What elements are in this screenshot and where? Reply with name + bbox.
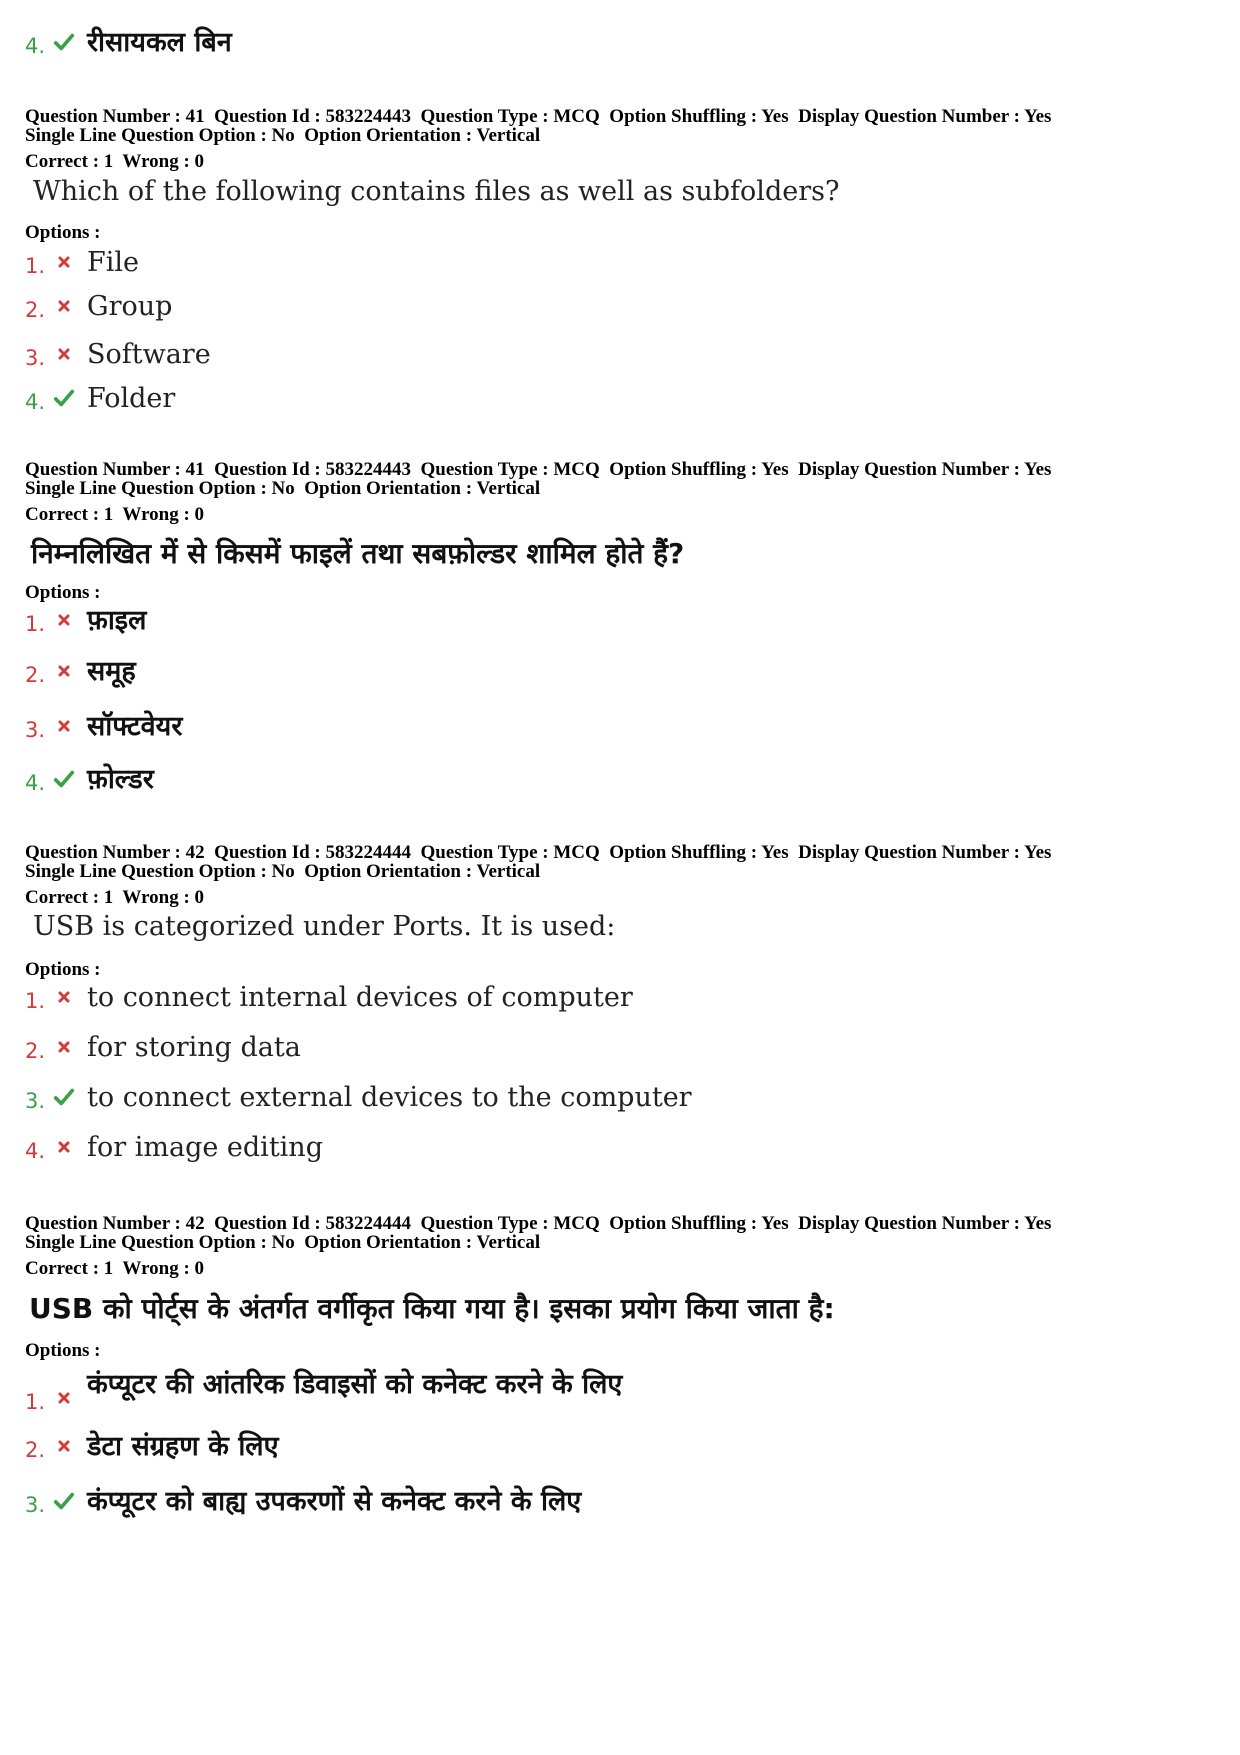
option-number: 4. bbox=[25, 770, 46, 795]
question-meta-line-2: Single Line Question Option : No Option Orientation : Vertical bbox=[25, 1232, 541, 1253]
option-text: to connect external devices to the computer bbox=[87, 1082, 692, 1113]
option-text: for image editing bbox=[87, 1132, 323, 1163]
question-meta-line-1: Question Number : 41 Question Id : 583224443 Question Type : MCQ Option Shuffling : Yes Display Question Number : Yes bbox=[25, 106, 1052, 127]
option-row bbox=[25, 712, 182, 742]
wrong-cross-icon bbox=[51, 294, 77, 318]
option-row bbox=[25, 1083, 692, 1113]
option-number: 2. bbox=[25, 662, 46, 687]
question-score: Correct : 1 Wrong : 0 bbox=[25, 1258, 205, 1279]
option-number: 1. bbox=[25, 988, 46, 1013]
option-row bbox=[25, 1487, 581, 1517]
option-number: 3. bbox=[25, 1492, 46, 1517]
option-text: to connect internal devices of computer bbox=[87, 982, 633, 1013]
option-number: 2. bbox=[25, 297, 46, 322]
wrong-cross-icon bbox=[51, 1434, 77, 1458]
option-text: रीसायकल बिन bbox=[87, 27, 232, 58]
option-number: 3. bbox=[25, 717, 46, 742]
question-text: Which of the following contains files as well as subfolders? bbox=[33, 176, 840, 207]
wrong-cross-icon bbox=[51, 1386, 77, 1410]
question-text: USB is categorized under Ports. It is used: bbox=[33, 911, 616, 942]
option-text: Group bbox=[87, 291, 173, 322]
option-text: कंप्यूटर को बाह्य उपकरणों से कनेक्ट करने के लिए bbox=[87, 1486, 582, 1517]
option-row bbox=[25, 340, 211, 370]
correct-check-icon bbox=[51, 1085, 77, 1109]
option-row bbox=[25, 765, 154, 795]
question-text: USB को पोर्ट्स के अंतर्गत वर्गीकृत किया गया है। इसका प्रयोग किया जाता है: bbox=[29, 1292, 835, 1325]
option-row bbox=[25, 1432, 279, 1462]
option-text: Software bbox=[87, 339, 211, 370]
wrong-cross-icon bbox=[51, 342, 77, 366]
wrong-cross-icon bbox=[51, 608, 77, 632]
option-text: फ़ोल्डर bbox=[87, 764, 154, 795]
option-number: 2. bbox=[25, 1437, 46, 1462]
option-number: 1. bbox=[25, 253, 46, 278]
option-row bbox=[25, 292, 172, 322]
option-text: File bbox=[87, 247, 139, 278]
option-text: डेटा संग्रहण के लिए bbox=[87, 1431, 279, 1462]
options-label: Options : bbox=[25, 959, 101, 980]
option-number: 1. bbox=[25, 611, 46, 636]
options-label: Options : bbox=[25, 582, 101, 603]
wrong-cross-icon bbox=[51, 1035, 77, 1059]
option-row bbox=[25, 28, 232, 58]
question-score: Correct : 1 Wrong : 0 bbox=[25, 504, 205, 525]
question-meta-line-1: Question Number : 41 Question Id : 583224443 Question Type : MCQ Option Shuffling : Yes Display Question Number : Yes bbox=[25, 459, 1052, 480]
option-text: कंप्यूटर की आंतरिक डिवाइसों को कनेक्ट करने के लिए bbox=[87, 1369, 623, 1400]
option-text: for storing data bbox=[87, 1032, 301, 1063]
question-score: Correct : 1 Wrong : 0 bbox=[25, 887, 205, 908]
option-row bbox=[25, 1033, 301, 1063]
question-meta-line-2: Single Line Question Option : No Option Orientation : Vertical bbox=[25, 125, 541, 146]
correct-check-icon bbox=[51, 386, 77, 410]
wrong-cross-icon bbox=[51, 985, 77, 1009]
option-text: फ़ाइल bbox=[87, 605, 147, 636]
option-row bbox=[25, 248, 139, 278]
option-number: 4. bbox=[25, 1138, 46, 1163]
option-row bbox=[25, 384, 175, 414]
question-score: Correct : 1 Wrong : 0 bbox=[25, 151, 205, 172]
question-meta-line-1: Question Number : 42 Question Id : 583224444 Question Type : MCQ Option Shuffling : Yes Display Question Number : Yes bbox=[25, 842, 1052, 863]
wrong-cross-icon bbox=[51, 714, 77, 738]
option-number: 3. bbox=[25, 1088, 46, 1113]
option-number: 4. bbox=[25, 33, 46, 58]
options-label: Options : bbox=[25, 1340, 101, 1361]
correct-check-icon bbox=[51, 30, 77, 54]
correct-check-icon bbox=[51, 1489, 77, 1513]
option-number: 4. bbox=[25, 389, 46, 414]
option-text: समूह bbox=[87, 656, 136, 687]
option-text: Folder bbox=[87, 383, 176, 414]
option-row bbox=[25, 657, 136, 687]
option-row bbox=[25, 606, 146, 636]
question-meta-line-2: Single Line Question Option : No Option Orientation : Vertical bbox=[25, 861, 541, 882]
wrong-cross-icon bbox=[51, 1135, 77, 1159]
option-row bbox=[25, 1370, 622, 1414]
correct-check-icon bbox=[51, 767, 77, 791]
question-meta-line-2: Single Line Question Option : No Option Orientation : Vertical bbox=[25, 478, 541, 499]
wrong-cross-icon bbox=[51, 250, 77, 274]
question-meta-line-1: Question Number : 42 Question Id : 583224444 Question Type : MCQ Option Shuffling : Yes Display Question Number : Yes bbox=[25, 1213, 1052, 1234]
question-text: निम्नलिखित में से किसमें फाइलें तथा सबफ़ोल्डर शामिल होते हैं? bbox=[31, 537, 685, 570]
option-number: 3. bbox=[25, 345, 46, 370]
options-label: Options : bbox=[25, 222, 101, 243]
option-text: सॉफ्टवेयर bbox=[87, 711, 183, 742]
option-number: 1. bbox=[25, 1390, 46, 1414]
option-row bbox=[25, 1133, 323, 1163]
option-row bbox=[25, 983, 633, 1013]
wrong-cross-icon bbox=[51, 659, 77, 683]
option-number: 2. bbox=[25, 1038, 46, 1063]
